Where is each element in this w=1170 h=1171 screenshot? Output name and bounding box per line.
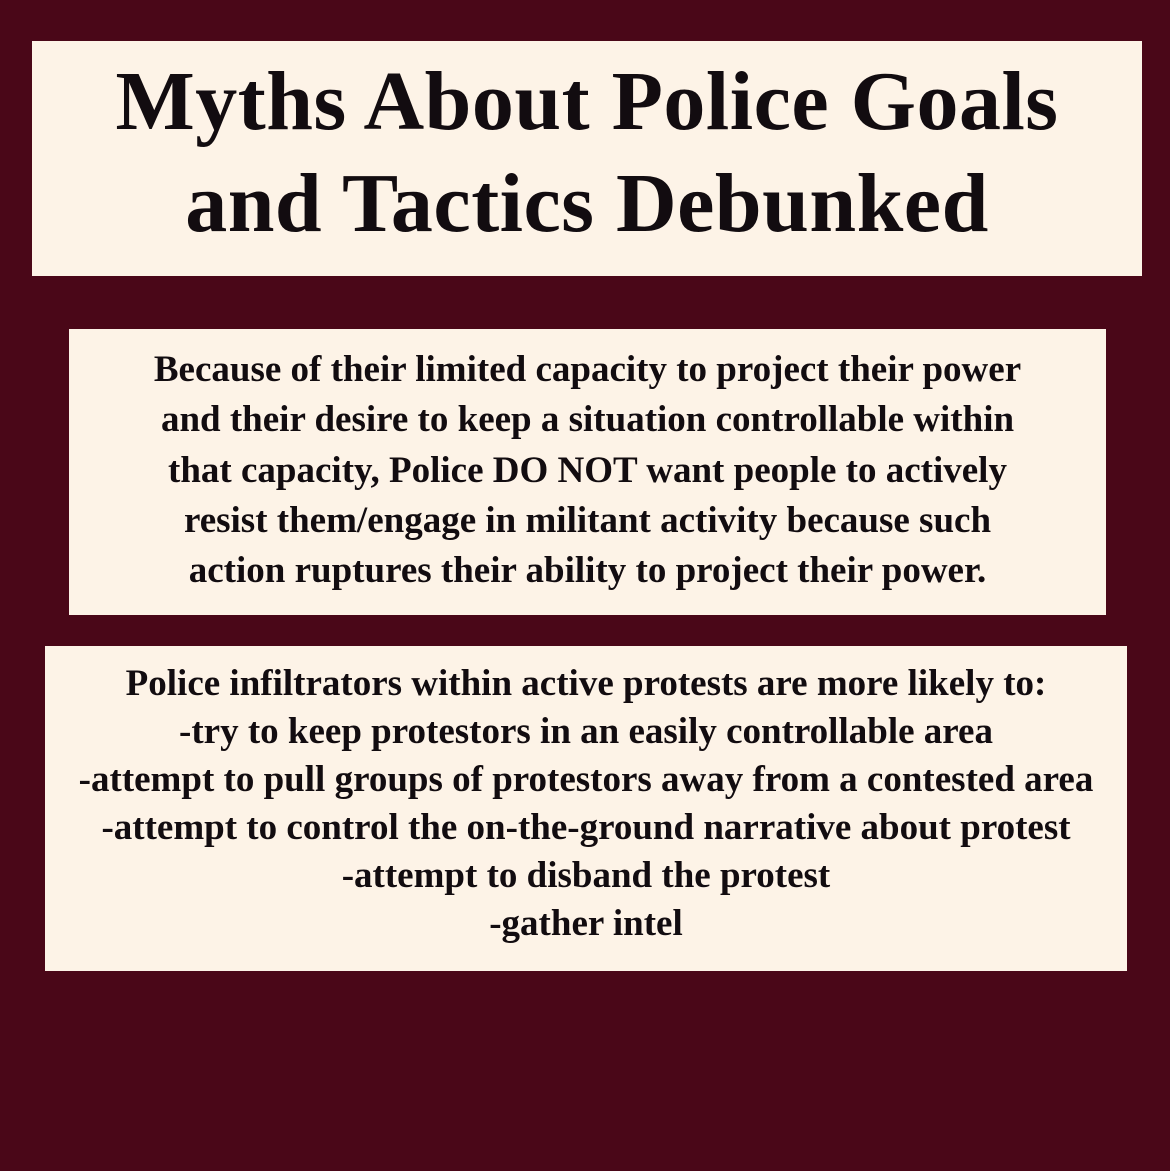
list-item: -attempt to pull groups of protestors away from a contested area — [78, 759, 1094, 801]
list-item: -attempt to disband the protest — [341, 855, 831, 897]
list-heading: Police infiltrators within active protests are more likely to: — [125, 663, 1047, 704]
paragraph-line-2: and their desire to keep a situation controllable within — [160, 399, 1015, 441]
title-panel — [32, 41, 1142, 276]
paragraph-line-1: Because of their limited capacity to project their power — [153, 349, 1022, 390]
page-title-line-2: and Tactics Debunked — [185, 157, 989, 251]
page-title-line-1: Myths About Police Goals — [115, 55, 1059, 148]
infiltrator-list-panel — [45, 646, 1127, 971]
list-item: -gather intel — [489, 903, 683, 945]
paragraph-line-4: resist them/engage in militant activity because such — [183, 499, 992, 541]
paragraph-panel — [69, 329, 1106, 615]
list-item: -try to keep protestors in an easily controllable area — [179, 711, 993, 753]
paragraph-line-3: that capacity, Police DO NOT want people to actively — [168, 449, 1007, 491]
paragraph-line-5: action ruptures their ability to project their power. — [188, 550, 987, 592]
list-item: -attempt to control the on-the-ground narrative about protest — [101, 807, 1071, 849]
